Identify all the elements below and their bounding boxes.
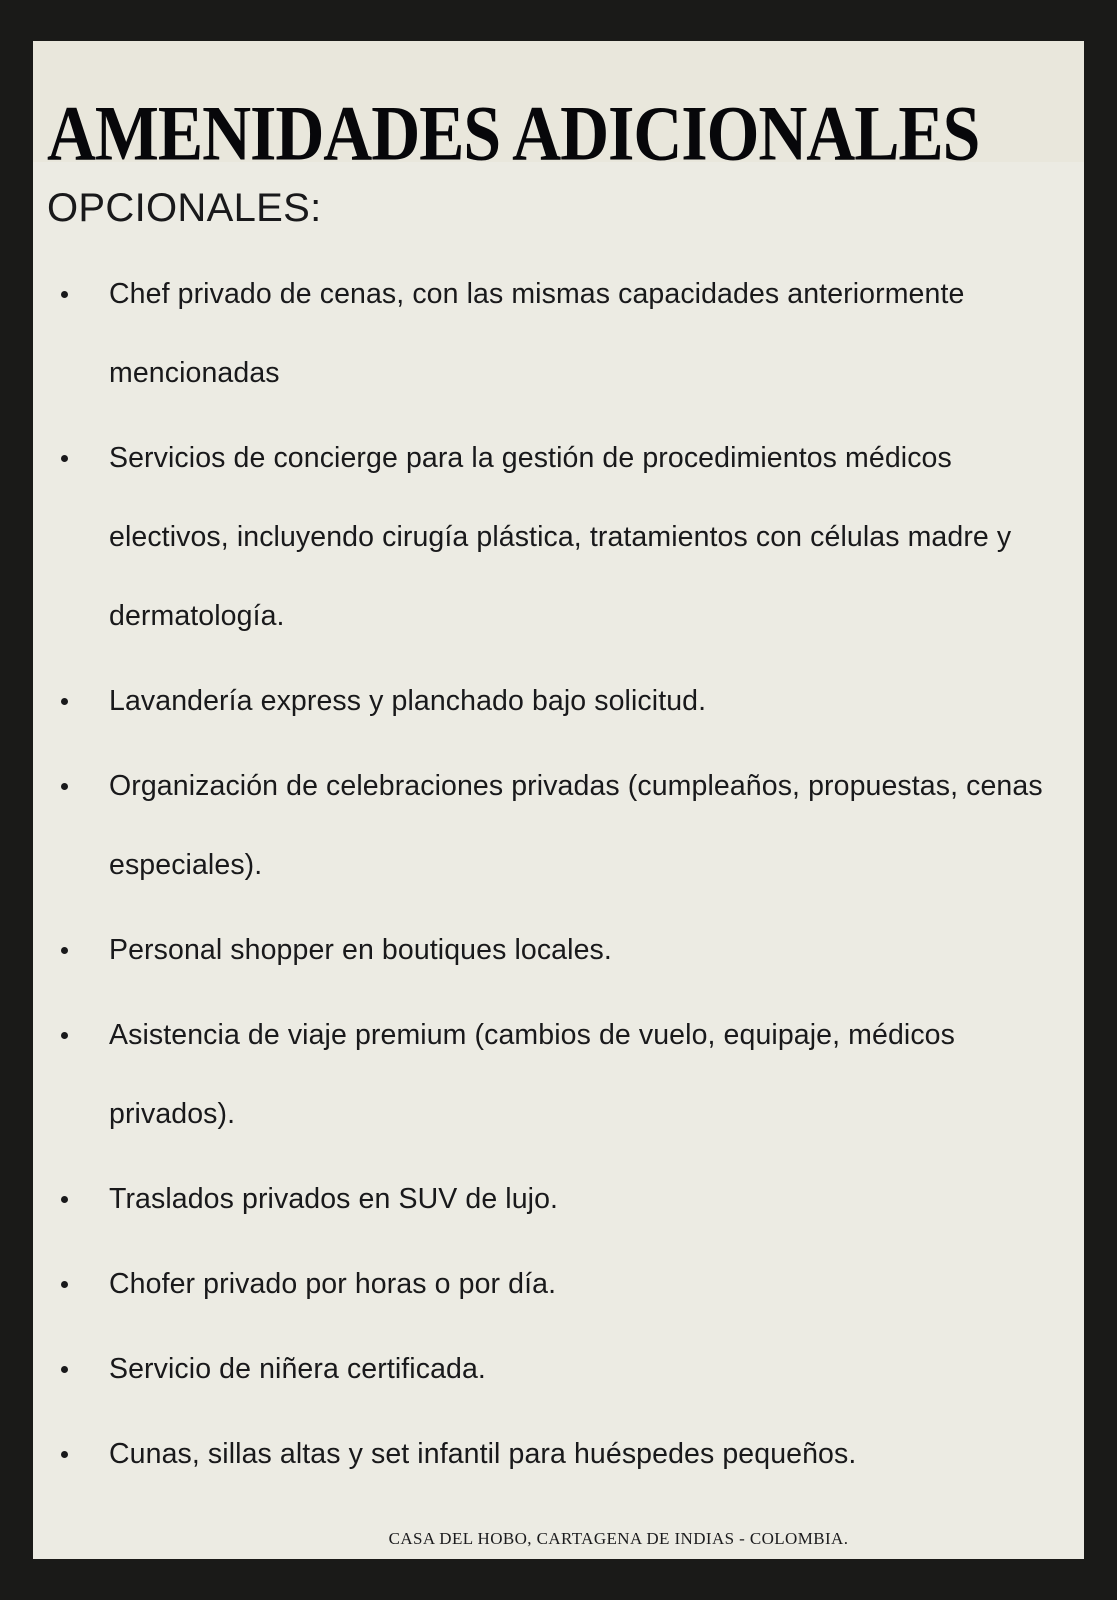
bullet-icon <box>61 255 70 334</box>
list-item-label: Personal shopper en boutiques locales. <box>109 934 612 966</box>
list-item <box>47 1415 1067 1494</box>
list-item <box>47 419 1067 656</box>
list-item <box>47 996 1067 1154</box>
bullet-icon <box>61 1160 70 1239</box>
list-item-label: Servicio de niñera certificada. <box>109 1353 486 1385</box>
page-title: AMENIDADES ADICIONALES <box>47 90 980 177</box>
bullet-icon <box>61 1245 70 1324</box>
document-page <box>33 41 1084 1559</box>
list-item <box>47 255 1067 413</box>
bullet-icon <box>61 1330 70 1409</box>
list-item-label: Cunas, sillas altas y set infantil para huéspedes pequeños. <box>109 1438 857 1470</box>
bullet-icon <box>61 1415 70 1494</box>
bullet-icon <box>61 747 70 826</box>
list-item-label: Traslados privados en SUV de lujo. <box>109 1183 559 1215</box>
list-item-label: Chef privado de cenas, con las mismas capacidades anteriormente mencionadas <box>109 278 965 389</box>
amenities-list <box>47 255 1067 1500</box>
bullet-icon <box>61 911 70 990</box>
footer-caption: CASA DEL HOBO, CARTAGENA DE INDIAS - COLOMBIA. <box>388 1529 849 1548</box>
list-item <box>47 1330 1067 1409</box>
list-item-label: Asistencia de viaje premium (cambios de vuelo, equipaje, médicos privados). <box>109 1019 955 1130</box>
list-item-label: Chofer privado por horas o por día. <box>109 1268 557 1300</box>
list-item-label: Lavandería express y planchado bajo solicitud. <box>109 685 707 717</box>
bullet-icon <box>61 419 70 498</box>
list-item-label: Organización de celebraciones privadas (cumpleaños, propuestas, cenas especiales). <box>109 770 1043 881</box>
list-item <box>47 911 1067 990</box>
section-subtitle: OPCIONALES: <box>47 186 322 230</box>
bullet-icon <box>61 996 70 1075</box>
list-item <box>47 1160 1067 1239</box>
list-item <box>47 1245 1067 1324</box>
list-item <box>47 662 1067 741</box>
list-item-label: Servicios de concierge para la gestión de procedimientos médicos electivos, incluyendo cirugía plástica, tratamientos con células madre y dermatología. <box>109 442 1012 632</box>
list-item <box>47 747 1067 905</box>
bullet-icon <box>61 662 70 741</box>
